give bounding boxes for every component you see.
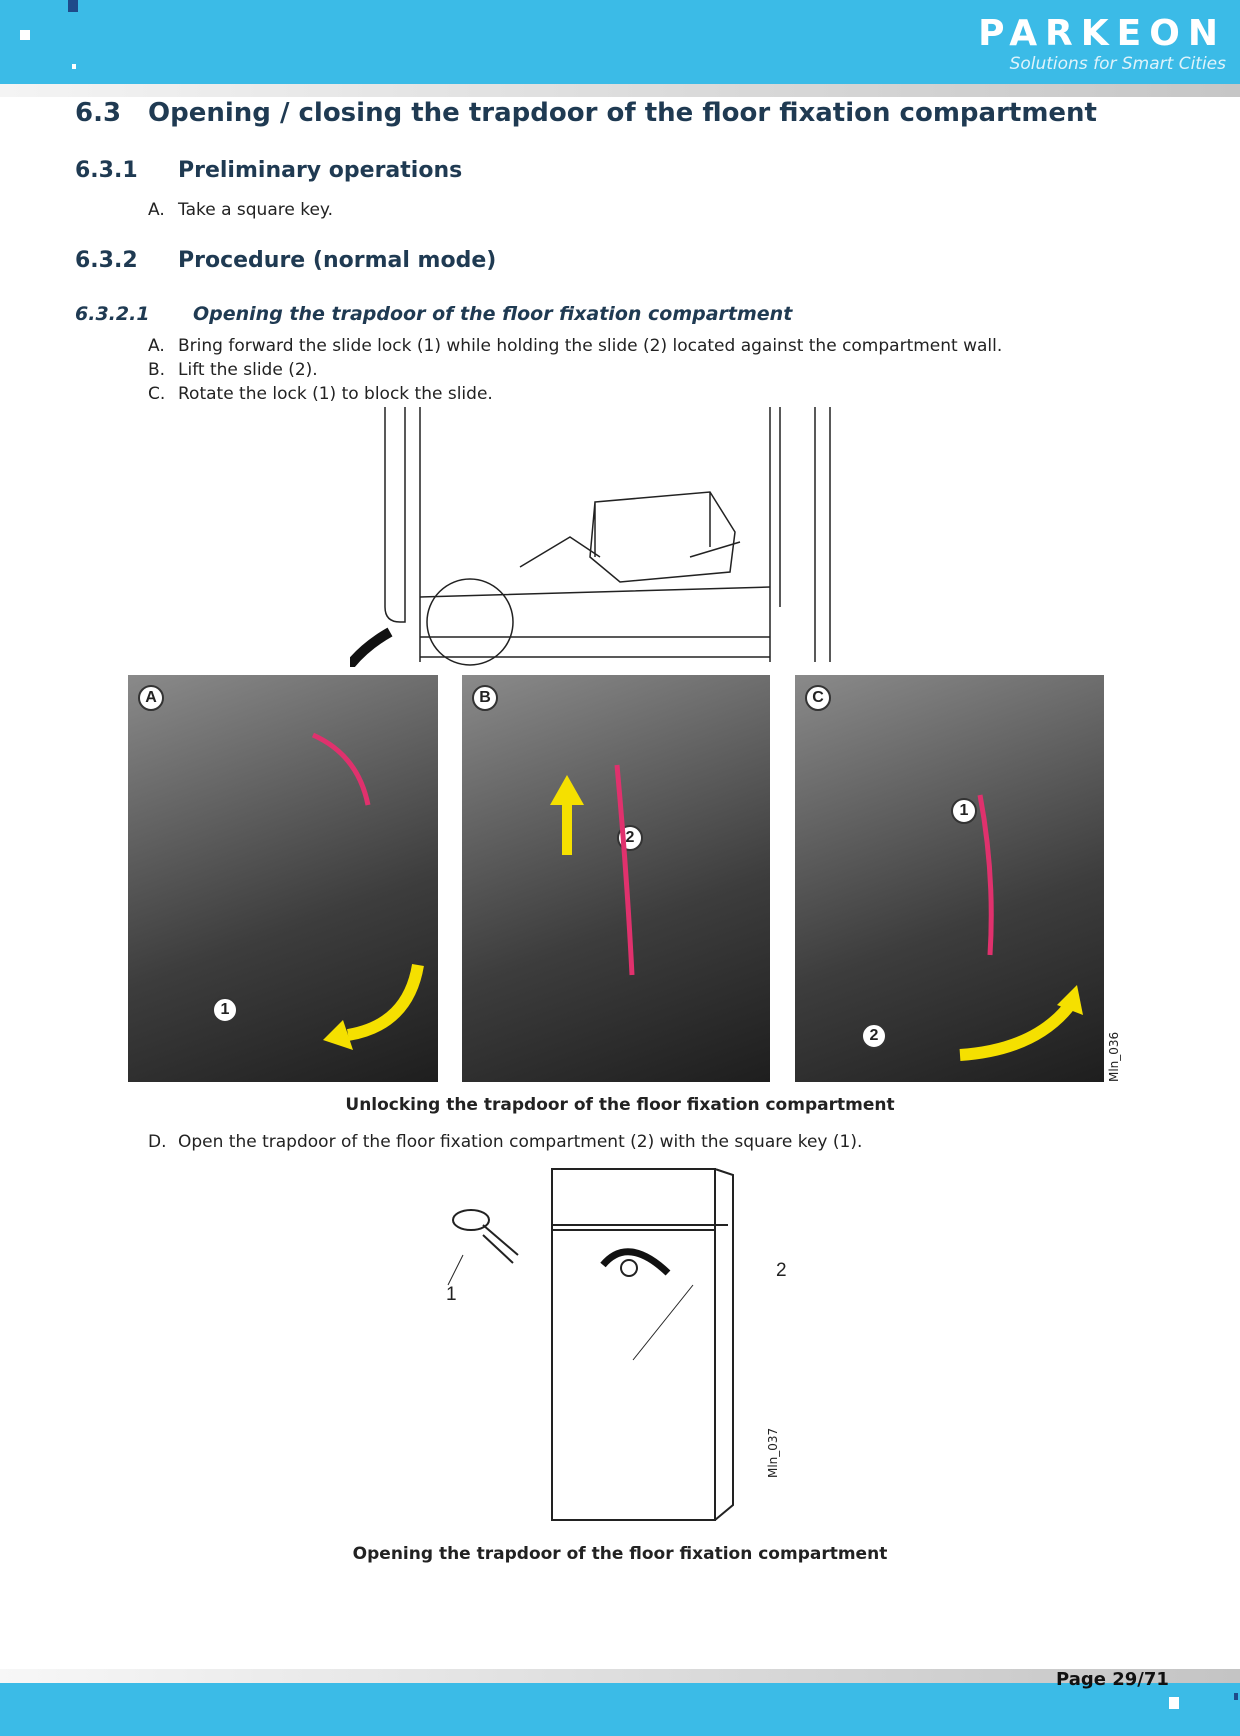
list-text: Take a square key. [178, 200, 333, 220]
list-text: Open the trapdoor of the floor fixation compartment (2) with the square key (1). [178, 1132, 863, 1152]
parkeon-logo [978, 13, 1226, 74]
section-title: Opening / closing the trapdoor of the floor fixation compartment [148, 98, 1097, 128]
subsection-number: 6.3.1 [75, 158, 138, 183]
trapdoor-line-drawing [443, 1165, 803, 1527]
panel-label: A [138, 685, 164, 711]
callout-number: 1 [951, 798, 977, 824]
subsubsection-number: 6.3.2.1 [75, 303, 150, 325]
decor-square [68, 0, 78, 12]
decor-square [72, 64, 76, 69]
photo-panel-b [462, 675, 770, 1082]
list-text: Rotate the lock (1) to block the slide. [178, 384, 493, 404]
list-letter: D. [148, 1132, 167, 1152]
subsection-heading [75, 248, 496, 273]
list-letter: B. [148, 360, 166, 380]
callout-number: 2 [617, 825, 643, 851]
brand-name: PARKEON [978, 13, 1226, 54]
callout-number: 1 [212, 997, 238, 1023]
photo-panel-a [128, 675, 438, 1082]
decor-square [20, 30, 30, 40]
list-letter: A. [148, 336, 165, 356]
subsubsection-title: Opening the trapdoor of the floor fixation compartment [193, 303, 793, 325]
subsection-title: Procedure (normal mode) [178, 248, 497, 273]
brand-tagline: Solutions for Smart Cities [1009, 54, 1226, 74]
figure-reference: Mln_037 [766, 1427, 780, 1478]
list-text: Bring forward the slide lock (1) while holding the slide (2) located against the compartment wall. [178, 336, 1003, 356]
section-number: 6.3 [75, 98, 122, 128]
section-heading [75, 98, 1097, 128]
callout-number: 2 [776, 1260, 787, 1281]
page-number: Page 29/71 [1056, 1669, 1169, 1690]
decor-square [1169, 1697, 1179, 1709]
header-strip [0, 84, 1240, 97]
list-item [148, 1132, 862, 1152]
panel-label: B [472, 685, 498, 711]
list-item [148, 360, 318, 380]
yellow-up-arrow-icon [462, 675, 770, 1082]
callout-number: 1 [446, 1284, 457, 1305]
yellow-rotate-arrow-icon [128, 675, 438, 1082]
list-text: Lift the slide (2). [178, 360, 318, 380]
list-letter: C. [148, 384, 166, 404]
compartment-line-drawing [350, 407, 880, 667]
list-item [148, 200, 333, 220]
list-item [148, 336, 1002, 356]
panel-label: C [805, 685, 831, 711]
footer-strip [0, 1669, 1240, 1683]
photo-panel-c [795, 675, 1104, 1082]
figure-reference: Mln_036 [1107, 1031, 1121, 1082]
callout-number: 2 [861, 1023, 887, 1049]
figure-caption: Opening the trapdoor of the floor fixation compartment [352, 1544, 888, 1564]
subsection-number: 6.3.2 [75, 248, 138, 273]
figure-caption: Unlocking the trapdoor of the floor fixation compartment [345, 1095, 895, 1115]
footer-band [0, 1683, 1240, 1736]
header-band [0, 0, 1240, 84]
subsection-title: Preliminary operations [178, 158, 463, 183]
list-item [148, 384, 493, 404]
subsection-heading [75, 158, 462, 183]
decor-square [1234, 1693, 1238, 1700]
list-letter: A. [148, 200, 165, 220]
subsubsection-heading [75, 303, 792, 325]
yellow-rotate-arrow-icon [795, 675, 1104, 1082]
callout-arrow [350, 632, 390, 667]
